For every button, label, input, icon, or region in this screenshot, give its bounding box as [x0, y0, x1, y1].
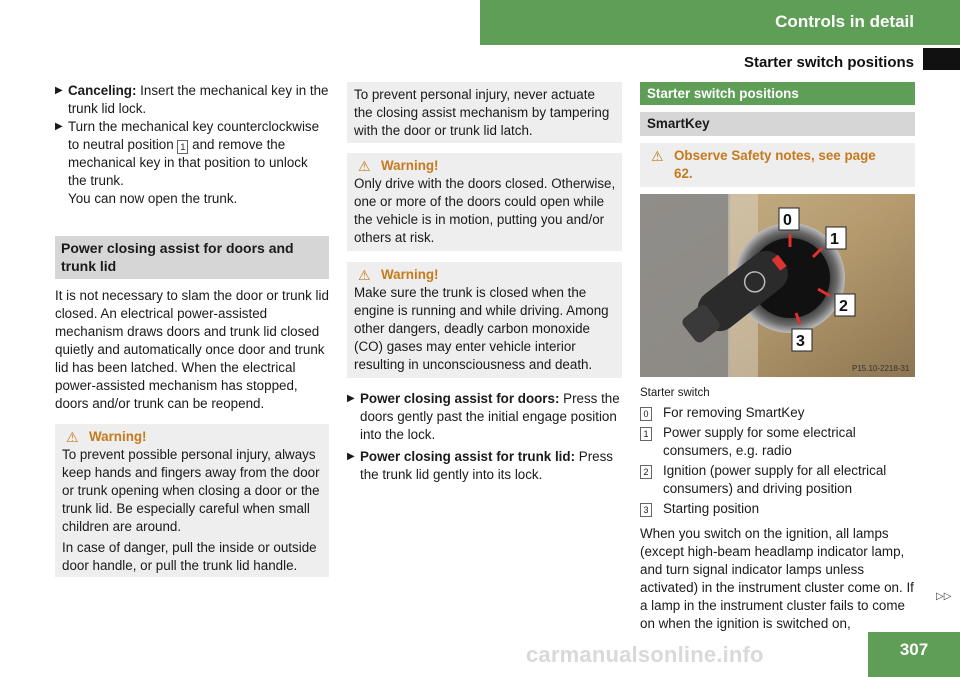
legend-item	[640, 424, 915, 460]
chapter-banner	[480, 0, 960, 45]
warning-title-text: Warning!	[381, 267, 439, 282]
warning-triangle-icon: ⚠	[358, 267, 371, 283]
step-closing-trunk	[347, 448, 622, 484]
step-arrow-icon: ▶	[55, 121, 63, 132]
column-middle	[347, 82, 622, 484]
warning-box-trunk	[347, 262, 622, 378]
step-turn-key	[55, 118, 329, 208]
warning-title	[354, 266, 616, 284]
legend-item	[640, 500, 915, 518]
power-closing-body: It is not necessary to slam the door or trunk lid closed. An electrical power-assisted mechanism draws doors and trunk lid closed quietly and automatically once door and trunk lid has been latched. When the electrical power-assisted mechanism has stopped, doors and/or trunk can be reopend.	[55, 288, 329, 411]
legend-text: For removing SmartKey	[663, 405, 805, 420]
column-left	[55, 82, 329, 577]
warning-text: Make sure the trunk is closed when the engine is running and while driving. Among other dangers, deadly carbon monoxide (CO) gases may enter vehicle interior resulting in unconsciousness and death.	[354, 285, 609, 372]
photo-label-0: 0	[783, 212, 792, 229]
step-label: Canceling:	[68, 83, 137, 98]
warning-text: To prevent possible personal injury, always keep hands and fingers away from the door or trunk opening when closing a door or the trunk lid. Be especially careful when small children are around.	[62, 447, 320, 534]
warning-triangle-icon: ⚠	[651, 148, 664, 164]
photo-label-3: 3	[796, 333, 805, 350]
observe-notice	[647, 147, 909, 183]
photo-code: P15.10-2218-31	[852, 364, 910, 373]
position-number-badge: 1	[177, 140, 188, 154]
section-marker	[923, 48, 960, 70]
warning-box-hands	[55, 424, 329, 577]
legend-number-badge: 2	[640, 465, 652, 479]
step-canceling	[55, 82, 329, 118]
step-arrow-icon: ▶	[347, 451, 355, 462]
step-text: and remove the mechanical key in that position to unlock the trunk.	[68, 137, 308, 188]
legend-item	[640, 404, 915, 422]
photo-label-1: 1	[830, 231, 839, 248]
legend-number-badge: 1	[640, 427, 652, 441]
starter-switch-photo	[640, 194, 915, 377]
step-label: Power closing assist for trunk lid:	[360, 449, 576, 464]
step-text: Insert the mechanical key in the trunk lid lock.	[68, 83, 329, 116]
legend-item	[640, 462, 915, 498]
step-label: Power closing assist for doors:	[360, 391, 560, 406]
chapter-title: Controls in detail	[775, 12, 914, 31]
legend-list	[640, 404, 915, 518]
warning-title	[62, 428, 323, 446]
legend-text: Power supply for some electrical consumers, e.g. radio	[663, 425, 856, 458]
smartkey-heading: SmartKey	[640, 112, 915, 136]
step-arrow-icon: ▶	[55, 85, 63, 96]
legend-text: Starting position	[663, 501, 760, 516]
starter-switch-illustration	[640, 194, 915, 377]
legend-text: Ignition (power supply for all electrical consumers) and driving position	[663, 463, 887, 496]
caution-box: To prevent personal injury, never actuate the closing assist mechanism by tampering with the door or trunk lid latch.	[347, 82, 622, 143]
photo-label-2: 2	[839, 298, 848, 315]
warning-box-doors	[347, 153, 622, 251]
legend-number-badge: 3	[640, 503, 652, 517]
column-right	[640, 82, 915, 633]
step-arrow-icon: ▶	[347, 393, 355, 404]
photo-caption: Starter switch	[640, 387, 710, 399]
warning-title-text: Warning!	[89, 429, 147, 444]
step-text: Press the trunk lid gently into its lock.	[360, 449, 613, 482]
continue-icon: ▷▷	[936, 591, 952, 602]
step-closing-doors	[347, 390, 622, 444]
warning-triangle-icon: ⚠	[66, 429, 79, 445]
section-title: Starter switch positions	[743, 54, 914, 71]
warning-title	[354, 157, 616, 175]
warning-text: In case of danger, pull the inside or outside door handle, or pull the trunk lid handle.	[62, 540, 317, 573]
power-closing-heading: Power closing assist for doors and trunk lid	[55, 236, 329, 279]
page-number: 307	[868, 632, 960, 677]
legend-number-badge: 0	[640, 407, 652, 421]
ignition-body: When you switch on the ignition, all lamps (except high-beam headlamp indicator lamp, and turn signal indicator lamps unless activated) in the instrument cluster come on. If a lamp in the instrument cluster fails to come on when the ignition is switched on,	[640, 526, 914, 631]
observe-text: Observe Safety notes, see page 62.	[674, 148, 876, 181]
warning-text: Only drive with the doors closed. Otherwise, one or more of the doors could open while the vehicle is in motion, putting you and/or others at risk.	[354, 176, 616, 245]
step-result: You can now open the trunk.	[68, 191, 238, 206]
warning-triangle-icon: ⚠	[358, 158, 371, 174]
starter-switch-heading: Starter switch positions	[640, 82, 915, 105]
warning-title-text: Warning!	[381, 158, 439, 173]
step-text: Press the doors gently past the initial engage position into the lock.	[360, 391, 620, 442]
step-text: Turn the mechanical key counterclockwise to neutral position	[68, 119, 320, 152]
watermark: carmanualsonline.info	[526, 642, 764, 667]
observe-box	[640, 143, 915, 187]
